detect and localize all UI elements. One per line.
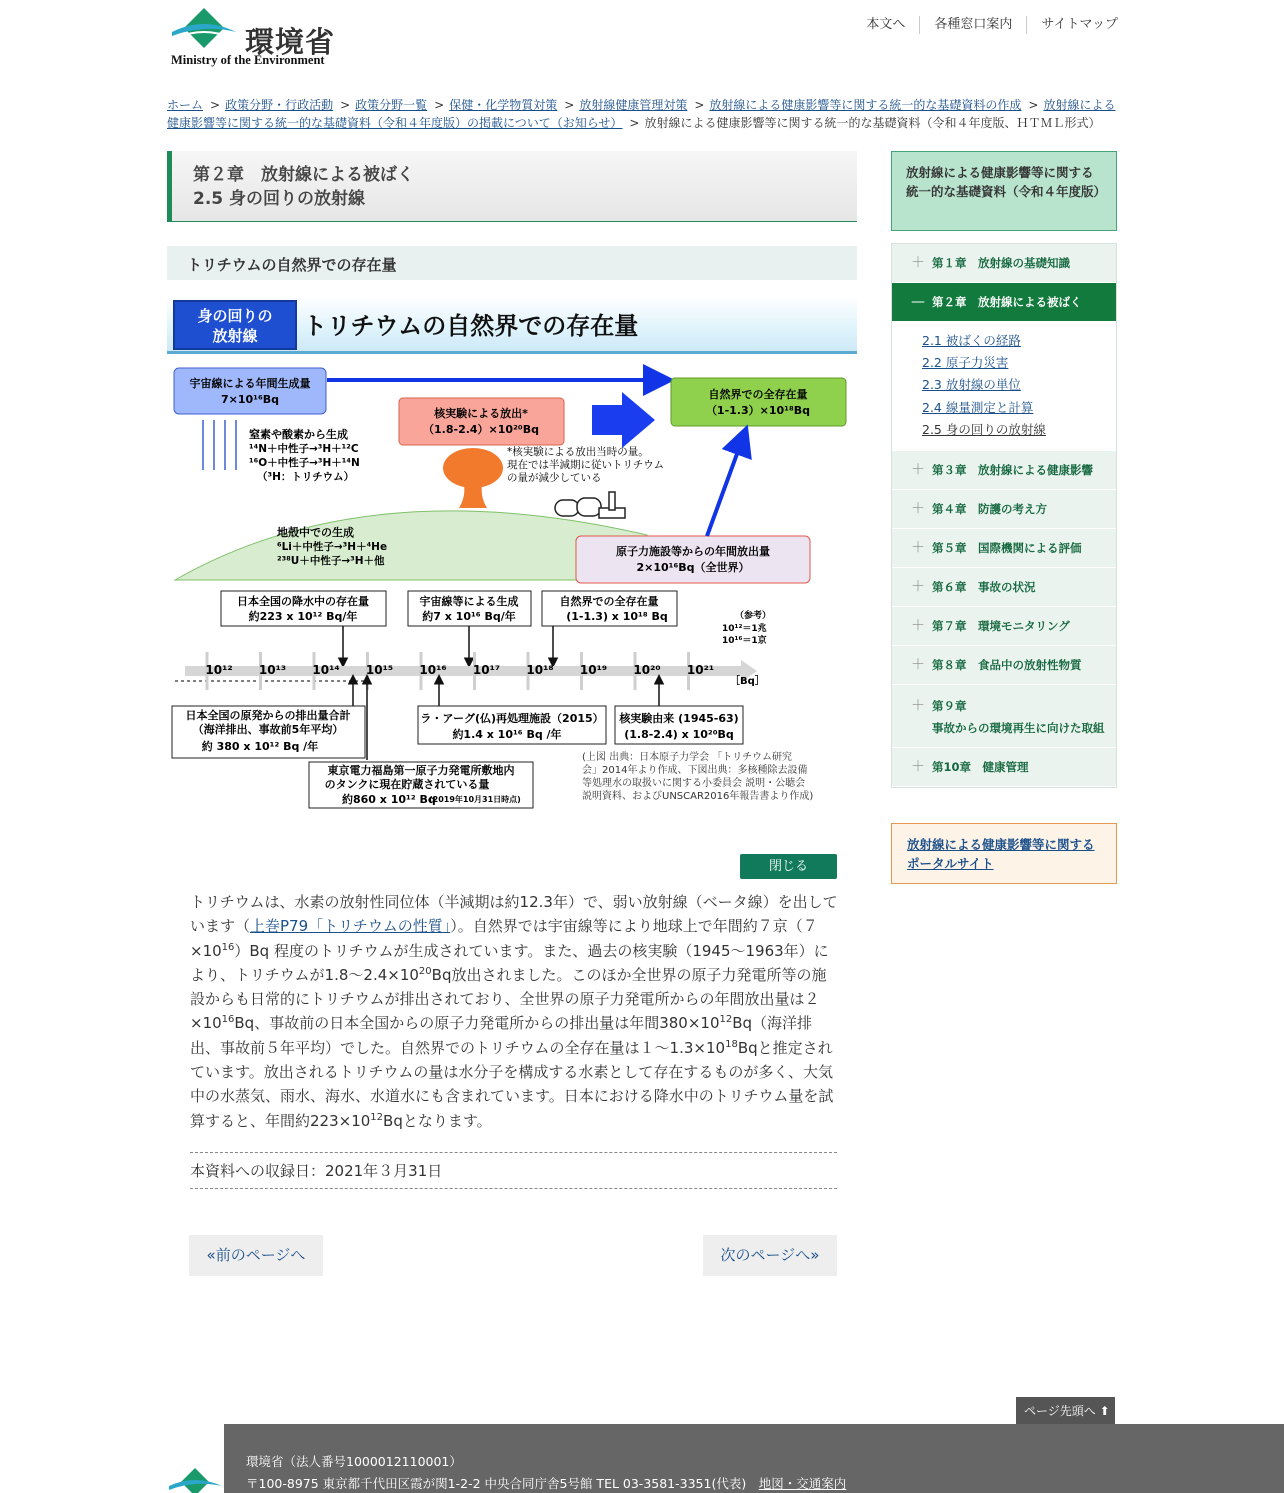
sidebar-subitem-2-2[interactable]: 2.2 原子力災害 (922, 355, 1009, 371)
next-page-button[interactable]: 次のページへ» (703, 1235, 837, 1276)
section-number-title: 2.5 身の回りの放射線 (193, 189, 366, 209)
source-line2: 会」2014年より作成、下図出典：多核種除去設備 (582, 765, 808, 776)
axis-tick-label: 10²¹ (686, 663, 715, 677)
tepco-line4: (2019年10月31日時点) (429, 795, 521, 804)
axis-tick-label: 10¹⁹ (579, 663, 608, 677)
sidebar-item-chapter-7[interactable] (892, 607, 1116, 646)
up-arrow-icon: ⬆ (1099, 1404, 1110, 1418)
cosmic-scale-value: 約7 x 10¹⁶ Bq/年 (422, 610, 516, 623)
figure-title: トリチウムの自然界での存在量 (303, 312, 639, 340)
reference-title: （参考） (735, 611, 772, 621)
nuclear-note-line3: の量が減少している (507, 472, 602, 484)
big-arrow-icon (592, 392, 655, 448)
sidebar-item-chapter-6[interactable] (892, 568, 1116, 607)
exponent: 16 (221, 941, 235, 953)
cosmic-production-value: 7×10¹⁶Bq (220, 393, 280, 406)
body-text-part: Bq放出されました。このほか全世界の原子力発電所等の施設からも日常的にトリチウムが排出されており、全世界の原子力発電所からの年間放出量は２×10 (190, 965, 827, 1033)
axis-tick-label: 10¹³ (258, 663, 287, 677)
back-to-top-button[interactable] (1016, 1397, 1115, 1425)
breadcrumb-link-announcement[interactable]: 放射線による健康影響等に関する統一的な基礎資料（令和４年度版）の掲載について（お知らせ） (167, 98, 1116, 130)
plus-icon: ＋ (911, 759, 925, 776)
exponent: 12 (719, 1014, 733, 1026)
sidebar-subitem-2-1[interactable]: 2.1 被ばくの経路 (922, 333, 1021, 348)
sidebar-item-label: 第２章 放射線による被ばく (932, 295, 1082, 309)
nuclear-test-box (399, 398, 564, 445)
japan-npp-line1: 日本全国の原発からの排出量合計 (185, 709, 351, 722)
footer (167, 1424, 1284, 1493)
mushroom-cloud-icon (443, 448, 503, 508)
sidebar-subitem-2-4[interactable]: 2.4 線量測定と計算 (922, 399, 1034, 415)
plus-icon: ＋ (911, 579, 925, 596)
exponent: 12 (370, 1111, 384, 1123)
sidebar-item-label: 第３章 放射線による健康影響 (932, 463, 1093, 478)
nature-scale-label: 自然界での全存在量 (559, 595, 659, 608)
figure-badge-line1: 身の回りの (197, 307, 273, 325)
nuclear-note-line2: 現在では半減期に従いトリチウム (507, 459, 665, 471)
sidebar-item-label: 第６章 事故の状況 (932, 580, 1036, 595)
sidebar-subitems (892, 322, 1116, 451)
breadcrumb-link-home[interactable]: ホーム (167, 98, 204, 112)
reference-line2: 10¹⁶＝1京 (722, 636, 767, 646)
sidebar-item-label: 第５章 国際機関による評価 (932, 541, 1082, 556)
plus-icon: ＋ (911, 501, 925, 518)
sidebar-item-chapter-1[interactable] (892, 244, 1116, 283)
body-paragraph (190, 890, 838, 1133)
axis-tick-label: 10¹⁶ (419, 663, 447, 677)
footer-address (246, 1451, 846, 1493)
footer-address-line: 〒100-8975 東京都千代田区霞が関1-2-2 中央合同庁舎5号館 TEL 03-3581-3351(代表) (246, 1476, 747, 1491)
site-logo[interactable] (168, 6, 340, 68)
logo-japanese-text: 環境省 (245, 25, 336, 59)
breadcrumb: ホーム > 政策分野・行政活動 > 政策分野一覧 > 保健・化学物質対策 > 放射線健康管理対策 > 放射線による健康影響等に関する統一的な基礎資料の作成 > 放射線による健康影響等に関する統一的な基礎資料（令和４年度版）の掲載について（お知らせ） > 放射線による健康影響等に関する統一的な基礎資料（令和４年度版、ＨＴＭＬ形式） (167, 98, 1116, 130)
npp-release-box (576, 536, 810, 583)
body-text-part: ）Bq 程度のトリチウムが生成されています。また、過去の核実験（1945〜1963年）により、トリチウムが1.8〜2.4×10 (190, 941, 829, 984)
crust-production-title: 地殻中での生成 (277, 526, 354, 539)
atmospheric-reaction-note: （³H：トリチウム） (257, 471, 355, 483)
npp-release-value: 2×10¹⁶Bq（全世界） (636, 561, 750, 574)
sidebar-item-label: 第１章 放射線の基礎知識 (932, 256, 1070, 270)
sidebar-item-chapter-9[interactable] (892, 685, 1116, 748)
lahague-line1: ラ・アーグ(仏)再処理施設（2015） (420, 712, 604, 725)
skip-to-content-link[interactable]: 本文へ (866, 17, 906, 32)
tepco-line1: 東京電力福島第一原子力発電所敷地内 (327, 764, 515, 777)
axis-tick-label: 10¹⁷ (472, 663, 501, 677)
source-line1: (上図 出典：日本原子力学会 「トリチウム研究 (582, 752, 792, 763)
section-heading: トリチウムの自然界での存在量 (167, 246, 857, 280)
plus-icon: ＋ (911, 540, 925, 557)
breadcrumb-link-health-chemicals[interactable]: 保健・化学物質対策 (449, 98, 558, 112)
tritium-properties-link[interactable]: 上巻P79「トリチウムの性質」 (250, 917, 451, 936)
back-to-top-label: ページ先頭へ (1024, 1404, 1096, 1418)
breadcrumb-current: 放射線による健康影響等に関する統一的な基礎資料（令和４年度版、ＨＴＭＬ形式） (644, 116, 1101, 130)
sidebar-item-chapter-8[interactable] (892, 646, 1116, 685)
footer-map-link[interactable]: 地図・交通案内 (758, 1476, 847, 1491)
atmospheric-reaction-1: ¹⁴N＋中性子→³H＋¹²C (249, 443, 359, 455)
sidebar-subitem-2-5[interactable]: 2.5 身の回りの放射線 (922, 421, 1046, 437)
plus-icon: ＋ (911, 462, 925, 479)
breadcrumb-link-radiation-health[interactable]: 放射線健康管理対策 (579, 98, 688, 112)
nuclear-note-line1: *核実験による放出当時の量。 (507, 446, 649, 458)
rain-box-value: 約223 x 10¹² Bq/年 (248, 610, 358, 623)
nuclear-facility-icon (555, 492, 625, 518)
footer-logo (167, 1424, 224, 1493)
exponent: 16 (221, 1014, 235, 1026)
breadcrumb-link-policy[interactable]: 政策分野・行政活動 (225, 98, 334, 112)
axis-tick-label: 10²⁰ (633, 663, 661, 677)
exponent: 18 (725, 1038, 738, 1050)
sidebar-item-label: 第７章 環境モニタリング (932, 619, 1070, 634)
sidebar-item-chapter-10[interactable] (892, 748, 1116, 787)
minus-icon: — (911, 294, 925, 310)
body-text-part: ）。自然界では宇宙線等により地球上で年間約７京（７×10 (190, 917, 818, 960)
cosmic-production-box (174, 368, 326, 414)
sitemap-link[interactable]: サイトマップ (1026, 16, 1118, 34)
portal-site-link[interactable]: 放射線による健康影響等に関するポータルサイト (907, 837, 1095, 871)
close-button[interactable]: 閉じる (740, 854, 837, 879)
tritium-diagram (167, 360, 857, 816)
sidebar-item-chapter-2[interactable] (892, 283, 1116, 322)
axis-tick-label: 10¹⁸ (526, 663, 554, 677)
crust-reaction-2: ²³⁸U＋中性子→³H＋他 (277, 555, 385, 567)
japan-npp-line3: 約 380 x 10¹² Bq /年 (201, 740, 319, 753)
tepco-line3: 約860 x 10¹² Bq (342, 793, 436, 806)
breadcrumb-link-policy-list[interactable]: 政策分野一覧 (355, 98, 428, 112)
prev-page-button[interactable]: «前のページへ (189, 1235, 323, 1276)
tepco-line2: のタンクに現在貯蔵されている量 (324, 778, 490, 791)
body-text-part: Bq（海洋排出、事故前５年平均）でした。自然界でのトリチウムの全存在量は１〜1.3×10 (190, 1014, 813, 1057)
breadcrumb-link-basic-materials[interactable]: 放射線による健康影響等に関する統一的な基礎資料の作成 (709, 98, 1022, 112)
atmospheric-production-title: 窒素や酸素から生成 (249, 428, 348, 441)
axis-tick-label: 10¹⁴ (312, 663, 340, 677)
footer-org: 環境省（法人番号1000012110001） (246, 1454, 462, 1469)
nuclear-test-scale-line2: (1.8-2.4) x 10²⁰Bq (624, 728, 734, 741)
plus-icon: ＋ (911, 698, 925, 715)
body-text-part: Bq、事故前の日本全国からの原子力発電所からの排出量は年間380×10 (234, 1014, 720, 1033)
cosmic-ray-arrows (203, 420, 236, 470)
cosmic-production-label: 宇宙線による年間生成量 (189, 377, 311, 390)
logo-english-text: Ministry of the Environment (171, 53, 325, 67)
plus-icon: ＋ (911, 255, 925, 271)
figure-banner (167, 296, 857, 354)
tritium-figure (167, 296, 857, 816)
nuclear-test-value: （1.8-2.4）×10²⁰Bq (423, 423, 539, 436)
chapter-title: 第２章 放射線による被ばく (193, 165, 414, 185)
axis-unit: ［Bq］ (730, 676, 765, 687)
sidebar-item-chapter-5[interactable] (892, 529, 1116, 568)
contact-guide-link[interactable]: 各種窓口案内 (919, 16, 1026, 34)
sidebar-item-chapter-4[interactable] (892, 490, 1116, 529)
body-text-part: Bqとなります。 (383, 1111, 492, 1130)
utility-links (852, 16, 1118, 34)
nature-scale-value: (1-1.3) x 10¹⁸ Bq (566, 610, 668, 623)
japan-npp-line2: （海洋排出、事故前5年平均） (192, 723, 344, 736)
npp-release-label: 原子力施設等からの年間放出量 (616, 545, 770, 558)
sidebar-item-label-2: 事故からの環境再生に向けた取組 (932, 720, 1105, 735)
sidebar-item-chapter-3[interactable] (892, 451, 1116, 490)
figure-badge (173, 300, 297, 350)
sidebar-item-label: 第９章 (932, 699, 967, 714)
sidebar-item-label: 第10章 健康管理 (932, 760, 1029, 775)
nature-total-box (671, 378, 846, 426)
cosmic-scale-label: 宇宙線等による生成 (419, 595, 519, 608)
reference-line1: 10¹²＝1兆 (722, 624, 767, 634)
sidebar-item-label: 第８章 食品中の放射性物質 (932, 658, 1082, 673)
chapter-heading (167, 151, 857, 222)
axis-tick-label: 10¹⁵ (365, 663, 394, 677)
sidebar-title[interactable]: 放射線による健康影響等に関する統一的な基礎資料（令和４年度版） (891, 151, 1117, 231)
ministry-logo-icon (167, 1424, 224, 1493)
body-text-part: トリチウムは、水素の放射性同位体（半減期は約12.3年）で、弱い放射線（ベータ線）を出しています（ (190, 893, 838, 936)
portal-site-box (891, 823, 1117, 884)
source-line4: 説明資料、およびUNSCAR2016年報告書より作成) (582, 791, 814, 802)
plus-icon: ＋ (911, 657, 925, 674)
nature-total-label: 自然界での全存在量 (708, 388, 808, 401)
crust-reaction-1: ⁶Li＋中性子→³H＋⁴He (277, 541, 388, 553)
plus-icon: ＋ (911, 618, 925, 635)
nuclear-test-label: 核実験による放出* (434, 407, 528, 420)
body-text-part: Bqと推定されています。放出されるトリチウムの量は水分子を構成する水素として存在するものが多く、大気中の水蒸気、雨水、海水、水道水にも含まれています。日本における降水中のトリチウム量を試算すると、年間約223×10 (190, 1038, 834, 1130)
sidebar-item-label: 第４章 防護の考え方 (932, 502, 1047, 517)
figure-badge-line2: 放射線 (212, 327, 258, 345)
axis-tick-label: 10¹² (205, 663, 233, 677)
npp-to-total-arrow (707, 432, 745, 536)
rain-box-label: 日本全国の降水中の存在量 (237, 595, 369, 608)
recorded-date: 本資料への収録日：2021年３月31日 (190, 1152, 837, 1189)
nuclear-test-scale-line1: 核実験由来 (1945-63) (619, 712, 739, 725)
nature-total-value: （1-1.3）×10¹⁸Bq (705, 404, 811, 417)
source-line3: 等処理水の取扱いに関する小委員会 説明・公聴会 (582, 778, 806, 789)
lahague-line2: 約1.4 x 10¹⁶ Bq /年 (452, 728, 562, 741)
sidebar-subitem-2-3[interactable]: 2.3 放射線の単位 (922, 377, 1021, 393)
ministry-logo-icon (170, 6, 238, 54)
sidebar-nav (891, 243, 1117, 788)
atmospheric-reaction-2: ¹⁶O＋中性子→³H＋¹⁴N (249, 457, 360, 469)
exponent: 20 (418, 965, 432, 977)
